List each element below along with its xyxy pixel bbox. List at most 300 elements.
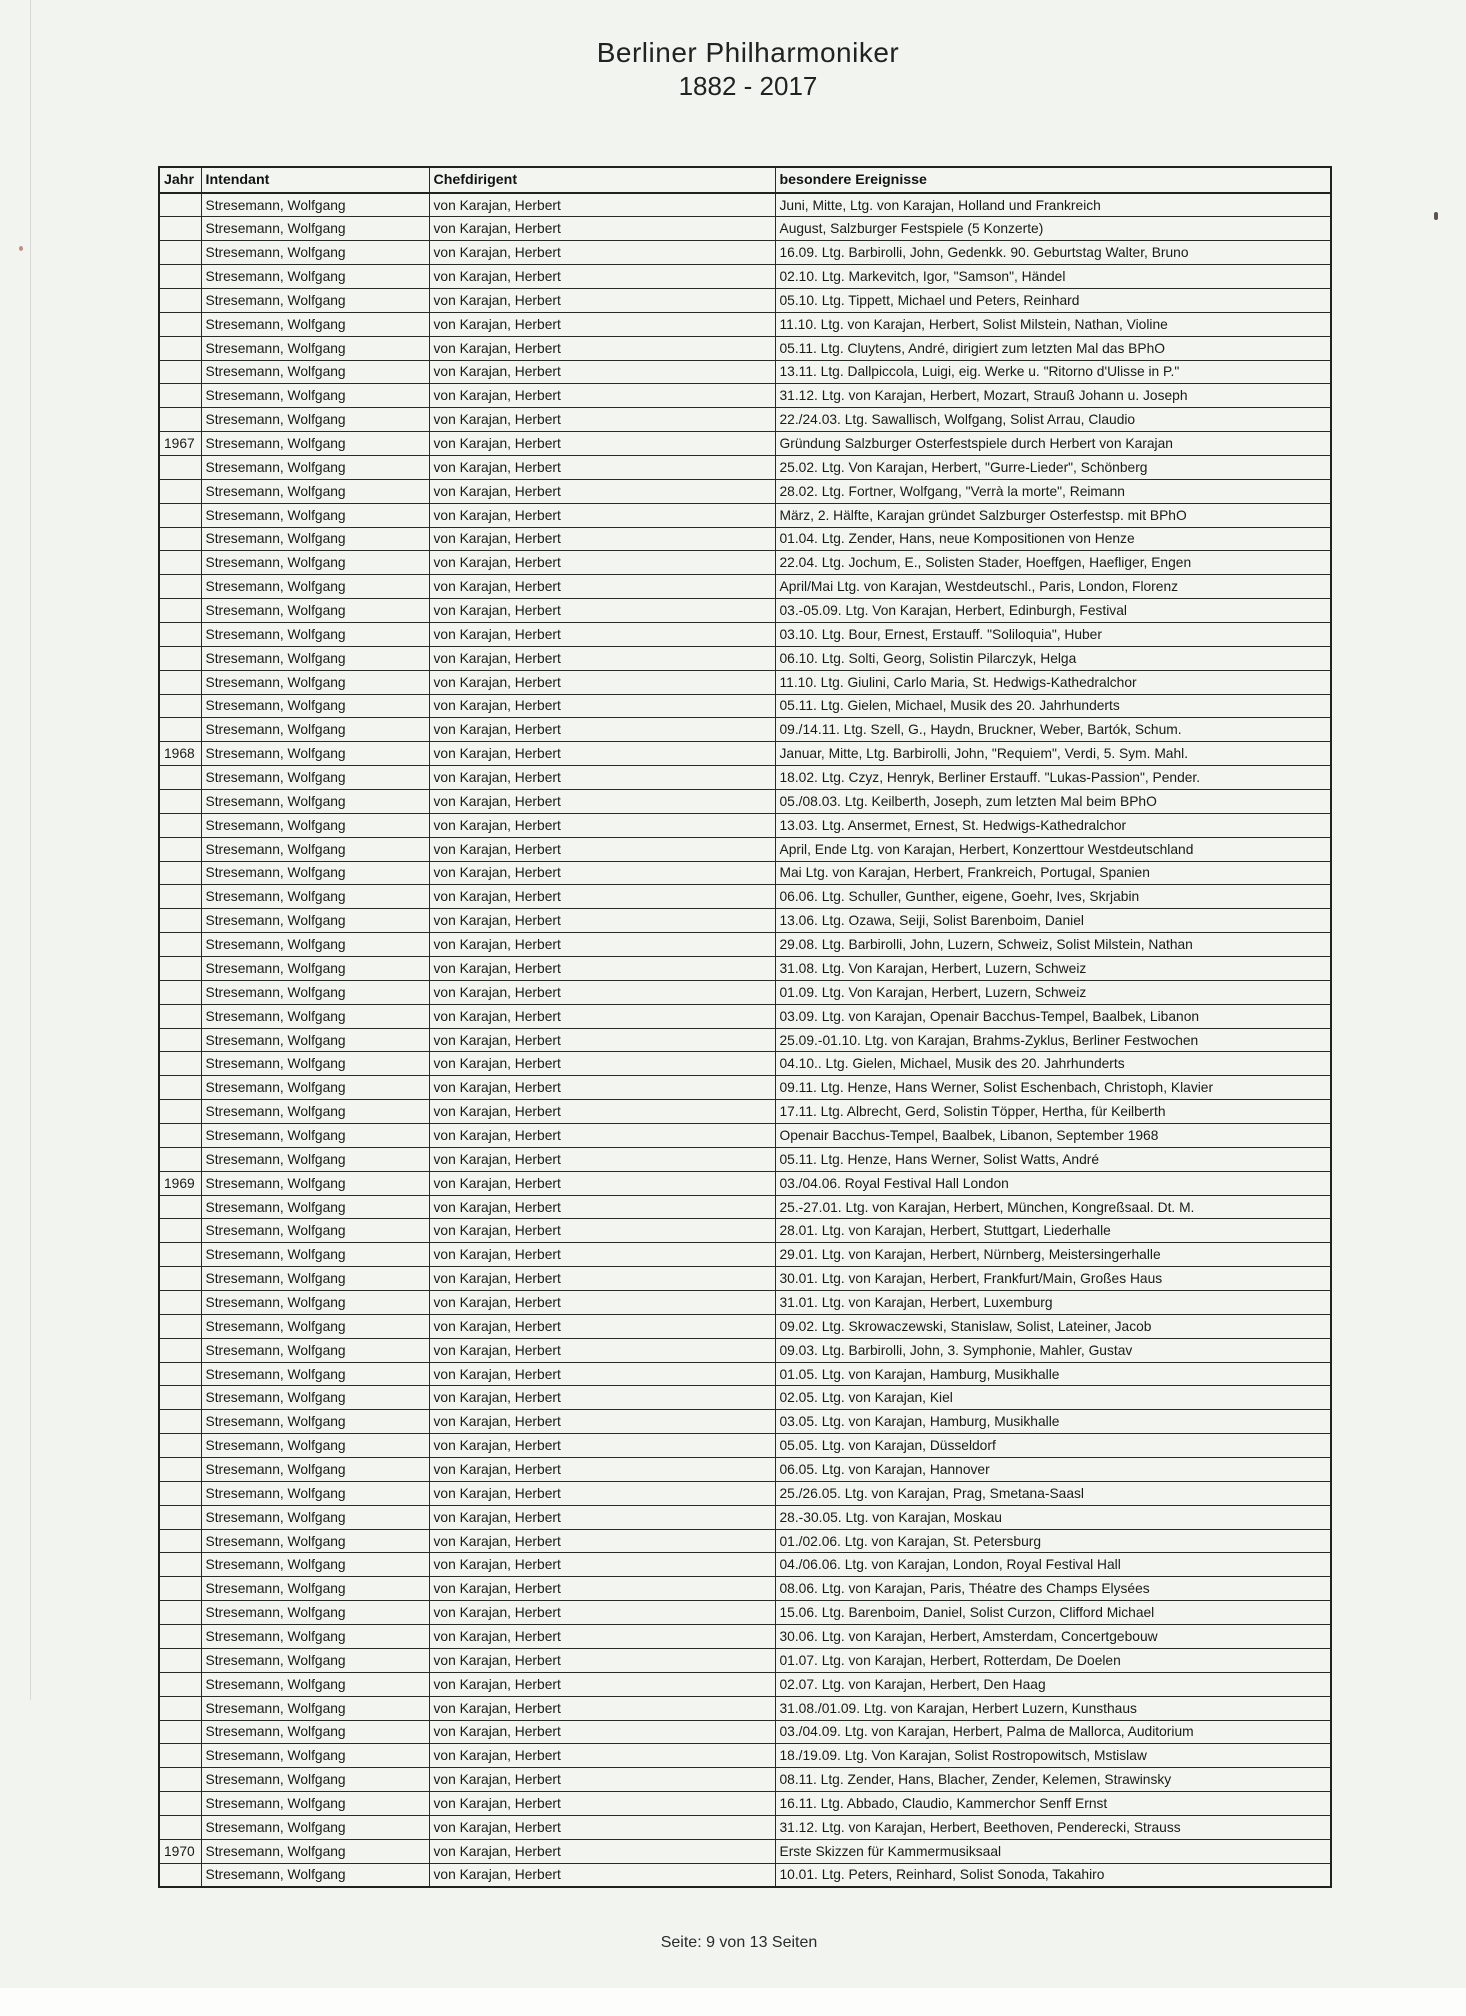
year-cell <box>159 1291 201 1315</box>
year-cell <box>159 1195 201 1219</box>
event-cell: 05.11. Ltg. Gielen, Michael, Musik des 20. Jahrhunderts <box>775 694 1331 718</box>
table-row <box>159 957 1331 981</box>
event-cell: 05.11. Ltg. Henze, Hans Werner, Solist Watts, André <box>775 1147 1331 1171</box>
event-cell: 06.10. Ltg. Solti, Georg, Solistin Pilarczyk, Helga <box>775 646 1331 670</box>
year-cell <box>159 1672 201 1696</box>
table-row <box>159 1362 1331 1386</box>
chefdirigent-cell: von Karajan, Herbert <box>429 551 775 575</box>
year-cell <box>159 527 201 551</box>
event-cell: 06.06. Ltg. Schuller, Gunther, eigene, Goehr, Ives, Skrjabin <box>775 885 1331 909</box>
event-cell: 08.11. Ltg. Zender, Hans, Blacher, Zender, Kelemen, Strawinsky <box>775 1768 1331 1792</box>
table-row <box>159 1028 1331 1052</box>
event-cell: 02.07. Ltg. von Karajan, Herbert, Den Haag <box>775 1672 1331 1696</box>
intendant-cell: Stresemann, Wolfgang <box>201 1362 429 1386</box>
intendant-cell: Stresemann, Wolfgang <box>201 408 429 432</box>
year-cell <box>159 1362 201 1386</box>
page-title: Berliner Philharmoniker <box>596 37 900 68</box>
intendant-cell: Stresemann, Wolfgang <box>201 646 429 670</box>
event-cell: 28.02. Ltg. Fortner, Wolfgang, "Verrà la morte", Reimann <box>775 479 1331 503</box>
event-cell: 25.-27.01. Ltg. von Karajan, Herbert, München, Kongreßsaal. Dt. M. <box>775 1195 1331 1219</box>
chefdirigent-cell: von Karajan, Herbert <box>429 1601 775 1625</box>
header-intendant: Intendant <box>201 167 429 193</box>
chefdirigent-cell: von Karajan, Herbert <box>429 885 775 909</box>
table-row <box>159 575 1331 599</box>
event-cell: Januar, Mitte, Ltg. Barbirolli, John, "Requiem", Verdi, 5. Sym. Mahl. <box>775 742 1331 766</box>
table-row <box>159 1792 1331 1816</box>
table-row <box>159 1052 1331 1076</box>
year-cell <box>159 1505 201 1529</box>
intendant-cell: Stresemann, Wolfgang <box>201 1768 429 1792</box>
chefdirigent-cell: von Karajan, Herbert <box>429 1577 775 1601</box>
year-cell <box>159 503 201 527</box>
chefdirigent-cell: von Karajan, Herbert <box>429 622 775 646</box>
intendant-cell: Stresemann, Wolfgang <box>201 1100 429 1124</box>
event-cell: 22./24.03. Ltg. Sawallisch, Wolfgang, Solist Arrau, Claudio <box>775 408 1331 432</box>
table-header-row <box>159 167 1331 193</box>
chefdirigent-cell: von Karajan, Herbert <box>429 1362 775 1386</box>
table-row <box>159 527 1331 551</box>
year-cell <box>159 837 201 861</box>
year-cell <box>159 861 201 885</box>
intendant-cell: Stresemann, Wolfgang <box>201 479 429 503</box>
intendant-cell: Stresemann, Wolfgang <box>201 432 429 456</box>
chefdirigent-cell: von Karajan, Herbert <box>429 1839 775 1863</box>
year-cell <box>159 1386 201 1410</box>
year-cell <box>159 646 201 670</box>
event-cell: Erste Skizzen für Kammermusiksaal <box>775 1839 1331 1863</box>
table-row <box>159 1243 1331 1267</box>
intendant-cell: Stresemann, Wolfgang <box>201 1434 429 1458</box>
event-cell: 03.10. Ltg. Bour, Ernest, Erstauff. "Soliloquia", Huber <box>775 622 1331 646</box>
year-cell <box>159 384 201 408</box>
table-row <box>159 217 1331 241</box>
chefdirigent-cell: von Karajan, Herbert <box>429 1434 775 1458</box>
table-row <box>159 694 1331 718</box>
chefdirigent-cell: von Karajan, Herbert <box>429 1481 775 1505</box>
intendant-cell: Stresemann, Wolfgang <box>201 360 429 384</box>
event-cell: 29.08. Ltg. Barbirolli, John, Luzern, Schweiz, Solist Milstein, Nathan <box>775 933 1331 957</box>
intendant-cell: Stresemann, Wolfgang <box>201 718 429 742</box>
year-cell <box>159 336 201 360</box>
table-row <box>159 551 1331 575</box>
year-cell <box>159 1338 201 1362</box>
table-row <box>159 1839 1331 1863</box>
table-row <box>159 1529 1331 1553</box>
table-row <box>159 980 1331 1004</box>
event-cell: 25./26.05. Ltg. von Karajan, Prag, Smetana-Saasl <box>775 1481 1331 1505</box>
intendant-cell: Stresemann, Wolfgang <box>201 909 429 933</box>
table-row <box>159 933 1331 957</box>
chefdirigent-cell: von Karajan, Herbert <box>429 336 775 360</box>
intendant-cell: Stresemann, Wolfgang <box>201 933 429 957</box>
table-row <box>159 1100 1331 1124</box>
intendant-cell: Stresemann, Wolfgang <box>201 1028 429 1052</box>
year-cell <box>159 1720 201 1744</box>
year-cell <box>159 957 201 981</box>
intendant-cell: Stresemann, Wolfgang <box>201 312 429 336</box>
year-cell <box>159 1243 201 1267</box>
table-row <box>159 432 1331 456</box>
table-row <box>159 1338 1331 1362</box>
intendant-cell: Stresemann, Wolfgang <box>201 575 429 599</box>
intendant-cell: Stresemann, Wolfgang <box>201 813 429 837</box>
chefdirigent-cell: von Karajan, Herbert <box>429 1815 775 1839</box>
table-row <box>159 1553 1331 1577</box>
intendant-cell: Stresemann, Wolfgang <box>201 1386 429 1410</box>
chefdirigent-cell: von Karajan, Herbert <box>429 360 775 384</box>
intendant-cell: Stresemann, Wolfgang <box>201 503 429 527</box>
table-row <box>159 265 1331 289</box>
intendant-cell: Stresemann, Wolfgang <box>201 1410 429 1434</box>
chefdirigent-cell: von Karajan, Herbert <box>429 980 775 1004</box>
chefdirigent-cell: von Karajan, Herbert <box>429 1529 775 1553</box>
event-cell: 18.02. Ltg. Czyz, Henryk, Berliner Erstauff. "Lukas-Passion", Pender. <box>775 766 1331 790</box>
chefdirigent-cell: von Karajan, Herbert <box>429 1744 775 1768</box>
chefdirigent-cell: von Karajan, Herbert <box>429 861 775 885</box>
intendant-cell: Stresemann, Wolfgang <box>201 1648 429 1672</box>
year-cell <box>159 670 201 694</box>
year-cell <box>159 360 201 384</box>
table-row <box>159 742 1331 766</box>
event-cell: 31.01. Ltg. von Karajan, Herbert, Luxemburg <box>775 1291 1331 1315</box>
event-cell: 09.03. Ltg. Barbirolli, John, 3. Symphonie, Mahler, Gustav <box>775 1338 1331 1362</box>
intendant-cell: Stresemann, Wolfgang <box>201 265 429 289</box>
year-cell: 1968 <box>159 742 201 766</box>
year-cell <box>159 1100 201 1124</box>
year-cell <box>159 288 201 312</box>
year-cell <box>159 766 201 790</box>
event-cell: 01./02.06. Ltg. von Karajan, St. Petersburg <box>775 1529 1331 1553</box>
event-cell: 11.10. Ltg. von Karajan, Herbert, Solist Milstein, Nathan, Violine <box>775 312 1331 336</box>
chefdirigent-cell: von Karajan, Herbert <box>429 1553 775 1577</box>
year-cell <box>159 1124 201 1148</box>
event-cell: 15.06. Ltg. Barenboim, Daniel, Solist Curzon, Clifford Michael <box>775 1601 1331 1625</box>
chefdirigent-cell: von Karajan, Herbert <box>429 766 775 790</box>
intendant-cell: Stresemann, Wolfgang <box>201 789 429 813</box>
chefdirigent-cell: von Karajan, Herbert <box>429 193 775 217</box>
chefdirigent-cell: von Karajan, Herbert <box>429 933 775 957</box>
year-cell <box>159 885 201 909</box>
intendant-cell: Stresemann, Wolfgang <box>201 1720 429 1744</box>
table-row <box>159 1625 1331 1649</box>
chefdirigent-cell: von Karajan, Herbert <box>429 813 775 837</box>
chefdirigent-cell: von Karajan, Herbert <box>429 1100 775 1124</box>
intendant-cell: Stresemann, Wolfgang <box>201 694 429 718</box>
year-cell <box>159 1553 201 1577</box>
year-cell <box>159 217 201 241</box>
chefdirigent-cell: von Karajan, Herbert <box>429 1458 775 1482</box>
event-cell: 25.09.-01.10. Ltg. von Karajan, Brahms-Zyklus, Berliner Festwochen <box>775 1028 1331 1052</box>
intendant-cell: Stresemann, Wolfgang <box>201 599 429 623</box>
intendant-cell: Stresemann, Wolfgang <box>201 1481 429 1505</box>
chefdirigent-cell: von Karajan, Herbert <box>429 670 775 694</box>
year-cell <box>159 933 201 957</box>
chefdirigent-cell: von Karajan, Herbert <box>429 694 775 718</box>
table-row <box>159 1648 1331 1672</box>
year-cell <box>159 1768 201 1792</box>
table-row <box>159 1004 1331 1028</box>
table-row <box>159 1505 1331 1529</box>
intendant-cell: Stresemann, Wolfgang <box>201 455 429 479</box>
table-row <box>159 1458 1331 1482</box>
chefdirigent-cell: von Karajan, Herbert <box>429 1792 775 1816</box>
intendant-cell: Stresemann, Wolfgang <box>201 336 429 360</box>
chefdirigent-cell: von Karajan, Herbert <box>429 1004 775 1028</box>
year-cell <box>159 1863 201 1887</box>
event-cell: 17.11. Ltg. Albrecht, Gerd, Solistin Töpper, Hertha, für Keilberth <box>775 1100 1331 1124</box>
year-cell: 1970 <box>159 1839 201 1863</box>
event-cell: 06.05. Ltg. von Karajan, Hannover <box>775 1458 1331 1482</box>
chefdirigent-cell: von Karajan, Herbert <box>429 1338 775 1362</box>
intendant-cell: Stresemann, Wolfgang <box>201 742 429 766</box>
event-cell: 05.10. Ltg. Tippett, Michael und Peters, Reinhard <box>775 288 1331 312</box>
table-row <box>159 193 1331 217</box>
event-cell: 03./04.06. Royal Festival Hall London <box>775 1171 1331 1195</box>
year-cell <box>159 265 201 289</box>
table-row <box>159 813 1331 837</box>
chefdirigent-cell: von Karajan, Herbert <box>429 527 775 551</box>
table-row <box>159 1291 1331 1315</box>
event-cell: 09.02. Ltg. Skrowaczewski, Stanislaw, Solist, Lateiner, Jacob <box>775 1314 1331 1338</box>
event-cell: 03.09. Ltg. von Karajan, Openair Bacchus-Tempel, Baalbek, Libanon <box>775 1004 1331 1028</box>
year-cell: 1969 <box>159 1171 201 1195</box>
year-cell <box>159 479 201 503</box>
table-row <box>159 1171 1331 1195</box>
event-cell: 11.10. Ltg. Giulini, Carlo Maria, St. Hedwigs-Kathedralchor <box>775 670 1331 694</box>
table-row <box>159 1410 1331 1434</box>
table-row <box>159 885 1331 909</box>
intendant-cell: Stresemann, Wolfgang <box>201 1815 429 1839</box>
table-row <box>159 1744 1331 1768</box>
table-row <box>159 1863 1331 1887</box>
table-row <box>159 1696 1331 1720</box>
event-cell: 05.11. Ltg. Cluytens, André, dirigiert zum letzten Mal das BPhO <box>775 336 1331 360</box>
event-cell: 09.11. Ltg. Henze, Hans Werner, Solist Eschenbach, Christoph, Klavier <box>775 1076 1331 1100</box>
table-row <box>159 1577 1331 1601</box>
intendant-cell: Stresemann, Wolfgang <box>201 1744 429 1768</box>
intendant-cell: Stresemann, Wolfgang <box>201 1696 429 1720</box>
chefdirigent-cell: von Karajan, Herbert <box>429 837 775 861</box>
event-cell: 18./19.09. Ltg. Von Karajan, Solist Rostropowitsch, Mstislaw <box>775 1744 1331 1768</box>
event-cell: 04.10.. Ltg. Gielen, Michael, Musik des 20. Jahrhunderts <box>775 1052 1331 1076</box>
chefdirigent-cell: von Karajan, Herbert <box>429 1195 775 1219</box>
chefdirigent-cell: von Karajan, Herbert <box>429 1267 775 1291</box>
chefdirigent-cell: von Karajan, Herbert <box>429 1314 775 1338</box>
chefdirigent-cell: von Karajan, Herbert <box>429 1291 775 1315</box>
intendant-cell: Stresemann, Wolfgang <box>201 622 429 646</box>
table-row <box>159 646 1331 670</box>
table-row <box>159 312 1331 336</box>
table-row <box>159 1815 1331 1839</box>
table-row <box>159 1481 1331 1505</box>
chefdirigent-cell: von Karajan, Herbert <box>429 241 775 265</box>
chefdirigent-cell: von Karajan, Herbert <box>429 599 775 623</box>
event-cell: 05.05. Ltg. von Karajan, Düsseldorf <box>775 1434 1331 1458</box>
chefdirigent-cell: von Karajan, Herbert <box>429 1076 775 1100</box>
intendant-cell: Stresemann, Wolfgang <box>201 1529 429 1553</box>
event-cell: 31.08. Ltg. Von Karajan, Herbert, Luzern, Schweiz <box>775 957 1331 981</box>
intendant-cell: Stresemann, Wolfgang <box>201 1004 429 1028</box>
chefdirigent-cell: von Karajan, Herbert <box>429 1028 775 1052</box>
year-cell <box>159 241 201 265</box>
year-cell <box>159 551 201 575</box>
year-cell <box>159 1481 201 1505</box>
chefdirigent-cell: von Karajan, Herbert <box>429 479 775 503</box>
year-cell <box>159 718 201 742</box>
event-cell: 01.07. Ltg. von Karajan, Herbert, Rotterdam, De Doelen <box>775 1648 1331 1672</box>
chefdirigent-cell: von Karajan, Herbert <box>429 909 775 933</box>
event-cell: 01.04. Ltg. Zender, Hans, neue Kompositionen von Henze <box>775 527 1331 551</box>
scan-speck-artifact <box>19 246 23 251</box>
intendant-cell: Stresemann, Wolfgang <box>201 1839 429 1863</box>
event-cell: 16.11. Ltg. Abbado, Claudio, Kammerchor Senff Ernst <box>775 1792 1331 1816</box>
year-cell <box>159 193 201 217</box>
event-cell: 31.12. Ltg. von Karajan, Herbert, Mozart, Strauß Johann u. Joseph <box>775 384 1331 408</box>
chefdirigent-cell: von Karajan, Herbert <box>429 1171 775 1195</box>
intendant-cell: Stresemann, Wolfgang <box>201 1505 429 1529</box>
year-cell <box>159 694 201 718</box>
table-row <box>159 1768 1331 1792</box>
intendant-cell: Stresemann, Wolfgang <box>201 1124 429 1148</box>
event-cell: April, Ende Ltg. von Karajan, Herbert, Konzerttour Westdeutschland <box>775 837 1331 861</box>
chefdirigent-cell: von Karajan, Herbert <box>429 789 775 813</box>
year-cell <box>159 909 201 933</box>
event-cell: März, 2. Hälfte, Karajan gründet Salzburger Osterfestsp. mit BPhO <box>775 503 1331 527</box>
year-cell <box>159 813 201 837</box>
header-chefdirigent: Chefdirigent <box>429 167 775 193</box>
event-cell: 02.05. Ltg. von Karajan, Kiel <box>775 1386 1331 1410</box>
intendant-cell: Stresemann, Wolfgang <box>201 1171 429 1195</box>
intendant-cell: Stresemann, Wolfgang <box>201 861 429 885</box>
header-besondere-ereignisse: besondere Ereignisse <box>775 167 1331 193</box>
table-row <box>159 1601 1331 1625</box>
event-cell: 13.11. Ltg. Dallpiccola, Luigi, eig. Werke u. "Ritorno d'Ulisse in P." <box>775 360 1331 384</box>
intendant-cell: Stresemann, Wolfgang <box>201 1267 429 1291</box>
table-row <box>159 1219 1331 1243</box>
table-row <box>159 1386 1331 1410</box>
event-cell: 02.10. Ltg. Markevitch, Igor, "Samson", Händel <box>775 265 1331 289</box>
chefdirigent-cell: von Karajan, Herbert <box>429 575 775 599</box>
intendant-cell: Stresemann, Wolfgang <box>201 551 429 575</box>
chefdirigent-cell: von Karajan, Herbert <box>429 1505 775 1529</box>
table-row <box>159 1672 1331 1696</box>
chefdirigent-cell: von Karajan, Herbert <box>429 1052 775 1076</box>
event-cell: 10.01. Ltg. Peters, Reinhard, Solist Sonoda, Takahiro <box>775 1863 1331 1887</box>
year-cell <box>159 1267 201 1291</box>
chefdirigent-cell: von Karajan, Herbert <box>429 432 775 456</box>
intendant-cell: Stresemann, Wolfgang <box>201 885 429 909</box>
event-cell: 16.09. Ltg. Barbirolli, John, Gedenkk. 90. Geburtstag Walter, Bruno <box>775 241 1331 265</box>
intendant-cell: Stresemann, Wolfgang <box>201 1792 429 1816</box>
event-cell: August, Salzburger Festspiele (5 Konzerte) <box>775 217 1331 241</box>
event-cell: 29.01. Ltg. von Karajan, Herbert, Nürnberg, Meistersingerhalle <box>775 1243 1331 1267</box>
chefdirigent-cell: von Karajan, Herbert <box>429 718 775 742</box>
chefdirigent-cell: von Karajan, Herbert <box>429 1648 775 1672</box>
intendant-cell: Stresemann, Wolfgang <box>201 1577 429 1601</box>
year-cell <box>159 1815 201 1839</box>
event-cell: 25.02. Ltg. Von Karajan, Herbert, "Gurre-Lieder", Schönberg <box>775 455 1331 479</box>
year-cell <box>159 312 201 336</box>
intendant-cell: Stresemann, Wolfgang <box>201 1338 429 1362</box>
intendant-cell: Stresemann, Wolfgang <box>201 1458 429 1482</box>
intendant-cell: Stresemann, Wolfgang <box>201 527 429 551</box>
chefdirigent-cell: von Karajan, Herbert <box>429 312 775 336</box>
chefdirigent-cell: von Karajan, Herbert <box>429 1863 775 1887</box>
intendant-cell: Stresemann, Wolfgang <box>201 193 429 217</box>
year-cell <box>159 1410 201 1434</box>
intendant-cell: Stresemann, Wolfgang <box>201 1076 429 1100</box>
table-row <box>159 336 1331 360</box>
year-cell <box>159 789 201 813</box>
event-cell: 31.08./01.09. Ltg. von Karajan, Herbert Luzern, Kunsthaus <box>775 1696 1331 1720</box>
scan-bottom-edge <box>0 1988 1466 2016</box>
chefdirigent-cell: von Karajan, Herbert <box>429 1243 775 1267</box>
year-cell <box>159 575 201 599</box>
table-row <box>159 1720 1331 1744</box>
chefdirigent-cell: von Karajan, Herbert <box>429 217 775 241</box>
intendant-cell: Stresemann, Wolfgang <box>201 1243 429 1267</box>
year-cell <box>159 1147 201 1171</box>
year-cell <box>159 1028 201 1052</box>
table-row <box>159 789 1331 813</box>
year-cell <box>159 1696 201 1720</box>
chefdirigent-cell: von Karajan, Herbert <box>429 1720 775 1744</box>
event-cell: 28.01. Ltg. von Karajan, Herbert, Stuttgart, Liederhalle <box>775 1219 1331 1243</box>
chefdirigent-cell: von Karajan, Herbert <box>429 288 775 312</box>
table-row <box>159 909 1331 933</box>
table-row <box>159 241 1331 265</box>
intendant-cell: Stresemann, Wolfgang <box>201 670 429 694</box>
scan-crease-artifact <box>30 0 31 1700</box>
intendant-cell: Stresemann, Wolfgang <box>201 1291 429 1315</box>
year-cell <box>159 1625 201 1649</box>
intendant-cell: Stresemann, Wolfgang <box>201 980 429 1004</box>
table-row <box>159 1076 1331 1100</box>
intendant-cell: Stresemann, Wolfgang <box>201 1195 429 1219</box>
chefdirigent-cell: von Karajan, Herbert <box>429 1147 775 1171</box>
intendant-cell: Stresemann, Wolfgang <box>201 1601 429 1625</box>
chefdirigent-cell: von Karajan, Herbert <box>429 1672 775 1696</box>
year-cell <box>159 1529 201 1553</box>
intendant-cell: Stresemann, Wolfgang <box>201 241 429 265</box>
intendant-cell: Stresemann, Wolfgang <box>201 957 429 981</box>
event-cell: 01.09. Ltg. Von Karajan, Herbert, Luzern, Schweiz <box>775 980 1331 1004</box>
event-cell: 01.05. Ltg. von Karajan, Hamburg, Musikhalle <box>775 1362 1331 1386</box>
events-table <box>158 166 1332 1888</box>
scan-mark-artifact <box>1434 212 1438 220</box>
intendant-cell: Stresemann, Wolfgang <box>201 1314 429 1338</box>
table-body <box>159 193 1331 1887</box>
year-cell <box>159 1219 201 1243</box>
chefdirigent-cell: von Karajan, Herbert <box>429 1696 775 1720</box>
year-cell <box>159 1744 201 1768</box>
intendant-cell: Stresemann, Wolfgang <box>201 1625 429 1649</box>
table-row <box>159 408 1331 432</box>
year-cell <box>159 1314 201 1338</box>
intendant-cell: Stresemann, Wolfgang <box>201 1672 429 1696</box>
year-cell <box>159 1577 201 1601</box>
event-cell: 09./14.11. Ltg. Szell, G., Haydn, Bruckner, Weber, Bartók, Schum. <box>775 718 1331 742</box>
table-row <box>159 670 1331 694</box>
intendant-cell: Stresemann, Wolfgang <box>201 1147 429 1171</box>
event-cell: 04./06.06. Ltg. von Karajan, London, Royal Festival Hall <box>775 1553 1331 1577</box>
event-cell: 03.-05.09. Ltg. Von Karajan, Herbert, Edinburgh, Festival <box>775 599 1331 623</box>
chefdirigent-cell: von Karajan, Herbert <box>429 957 775 981</box>
chefdirigent-cell: von Karajan, Herbert <box>429 265 775 289</box>
table-row <box>159 503 1331 527</box>
intendant-cell: Stresemann, Wolfgang <box>201 217 429 241</box>
event-cell: 03.05. Ltg. von Karajan, Hamburg, Musikhalle <box>775 1410 1331 1434</box>
